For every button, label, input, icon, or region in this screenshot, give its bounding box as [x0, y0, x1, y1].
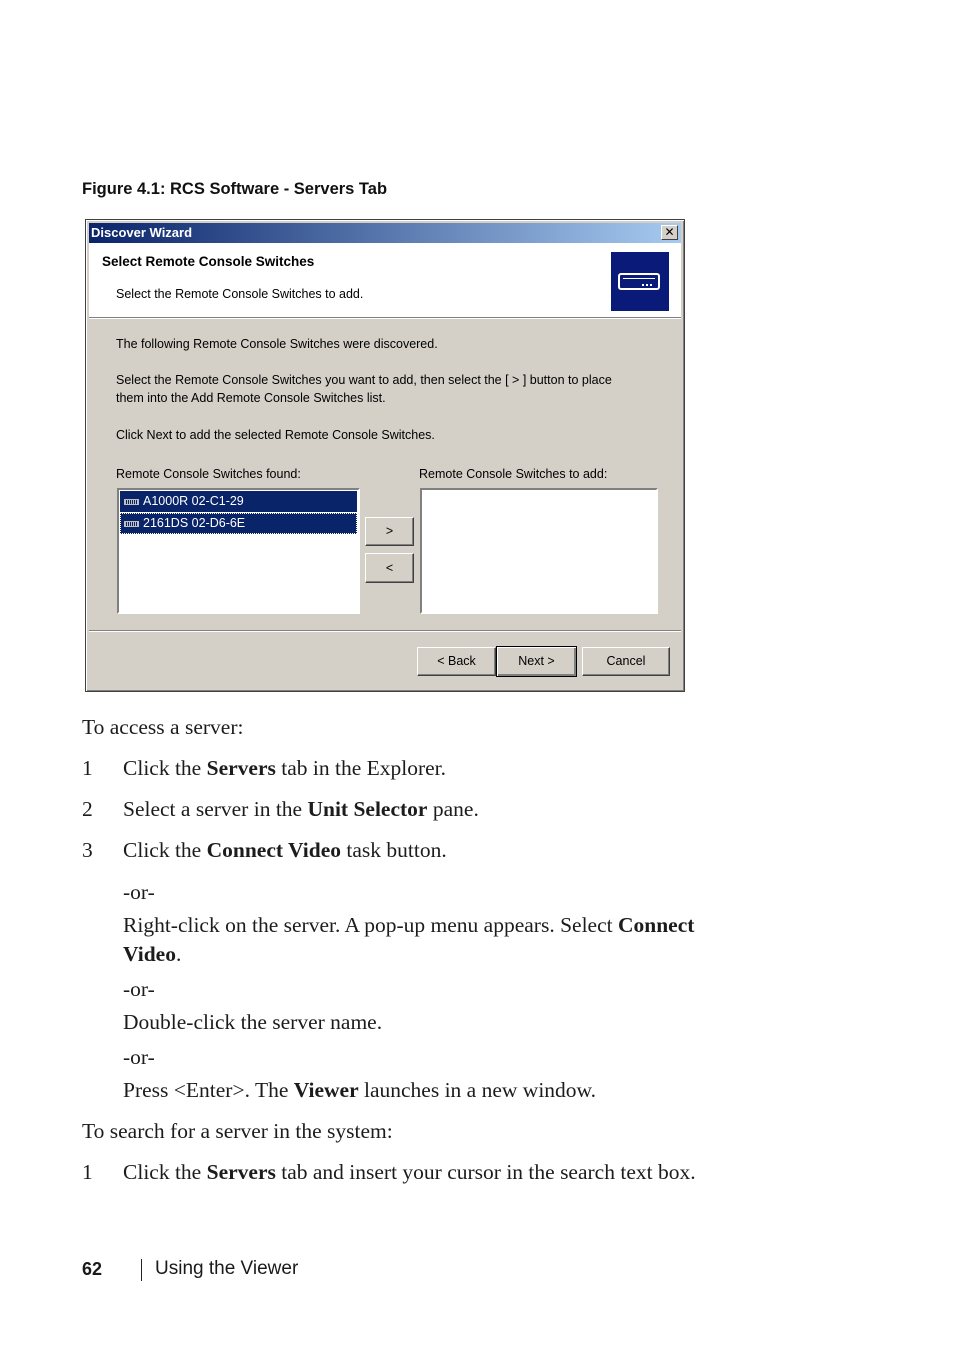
cancel-button[interactable]: Cancel — [582, 647, 670, 676]
wizard-step-subtitle: Select the Remote Console Switches to add. — [116, 287, 364, 301]
instructions-line-2: them into the Add Remote Console Switches list. — [116, 391, 386, 405]
dialog-title: Discover Wizard — [91, 225, 193, 240]
step-access-1: Click the Servers tab in the Explorer. — [123, 756, 447, 780]
or-separator: -or- — [123, 977, 155, 1001]
switch-device-icon — [611, 252, 669, 311]
wizard-step-title: Select Remote Console Switches — [102, 254, 315, 269]
close-icon[interactable]: ✕ — [661, 225, 678, 240]
or-separator: -or- — [123, 880, 155, 904]
step-number: 1 — [82, 1160, 93, 1184]
access-intro: To access a server: — [82, 715, 244, 739]
add-list-label: Remote Console Switches to add: — [419, 467, 608, 481]
doubleclick-text: Double-click the server name. — [123, 1010, 383, 1034]
switches-to-add-list[interactable] — [420, 488, 658, 614]
switch-icon — [124, 521, 139, 527]
dialog-separator — [89, 630, 681, 631]
list-item[interactable]: A1000R 02-C1-29 — [120, 491, 357, 512]
step-number: 2 — [82, 797, 93, 821]
found-list-label: Remote Console Switches found: — [116, 467, 301, 481]
rightclick-line-1: Right-click on the server. A pop-up menu appears. Select Connect — [123, 913, 695, 937]
rightclick-line-2: Video. — [123, 942, 182, 966]
list-item[interactable]: 2161DS 02-D6-6E — [120, 513, 357, 534]
add-to-list-button[interactable]: > — [365, 517, 414, 546]
press-enter-text: Press <Enter>. The Viewer launches in a new window. — [123, 1078, 597, 1102]
next-button[interactable]: Next > — [496, 646, 577, 677]
remove-from-list-button[interactable]: < — [365, 553, 414, 583]
instructions-line-1: Select the Remote Console Switches you want to add, then select the [ > ] button to place — [116, 373, 612, 387]
back-button[interactable]: < Back — [417, 647, 496, 676]
next-hint-text: Click Next to add the selected Remote Console Switches. — [116, 428, 435, 442]
search-step-1: Click the Servers tab and insert your cursor in the search text box. — [123, 1160, 696, 1184]
figure-caption: Figure 4.1: RCS Software - Servers Tab — [82, 180, 388, 198]
switch-icon — [124, 499, 139, 505]
step-number: 3 — [82, 838, 93, 862]
dialog-titlebar[interactable] — [89, 223, 681, 243]
footer-section-title: Using the Viewer — [155, 1258, 299, 1279]
page-number: 62 — [82, 1259, 103, 1279]
step-access-3: Click the Connect Video task button. — [123, 838, 447, 862]
footer-divider — [141, 1259, 142, 1281]
wizard-header — [89, 243, 681, 318]
step-access-2: Select a server in the Unit Selector pane. — [123, 797, 479, 821]
step-number: 1 — [82, 756, 93, 780]
search-intro: To search for a server in the system: — [82, 1119, 393, 1143]
found-switches-list[interactable] — [117, 488, 360, 614]
discover-wizard-dialog — [85, 219, 685, 692]
or-separator: -or- — [123, 1045, 155, 1069]
intro-text: The following Remote Console Switches were discovered. — [116, 337, 438, 351]
